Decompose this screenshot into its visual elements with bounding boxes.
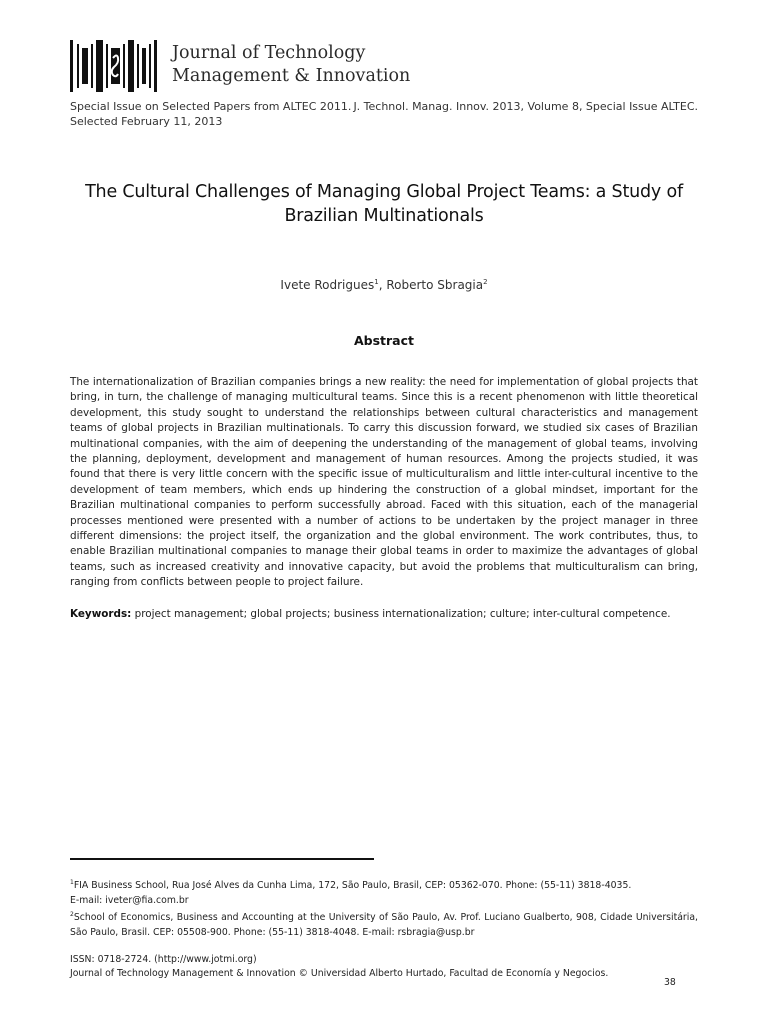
special-issue-note: Special Issue on Selected Papers from ALTEC 2011. bbox=[70, 100, 352, 113]
author-name: Roberto Sbragia bbox=[386, 278, 484, 292]
page-number: 38 bbox=[664, 977, 676, 988]
footnotes bbox=[70, 876, 698, 940]
footnote-mark: 2 bbox=[70, 911, 74, 919]
author-name: Ivete Rodrigues bbox=[280, 278, 375, 292]
footnote-divider bbox=[70, 858, 374, 860]
affiliation-mark: 1 bbox=[374, 278, 379, 286]
article-title bbox=[70, 180, 698, 228]
selected-date: Selected February 11, 2013 bbox=[70, 115, 223, 128]
author-separator: , bbox=[378, 278, 387, 292]
journal-name-line2: Management & Innovation bbox=[172, 66, 411, 86]
footnote-text: School of Economics, Business and Accounting at the University of São Paulo, Av. Prof. Luciano Gualberto, 908, Cidade Universitária, São Paulo, Brasil. CEP: 05508-900. Phone: (55-11) 3818-4048. E-mail: rsbragia@usp.br bbox=[70, 912, 698, 938]
footnote-2 bbox=[70, 908, 698, 940]
journal-name-line1: Journal of Technology bbox=[172, 43, 366, 63]
citation-info: J. Technol. Manag. Innov. 2013, Volume 8, Special Issue ALTEC. bbox=[353, 100, 698, 113]
footnote-mark: 1 bbox=[70, 879, 74, 886]
footnote-text: FIA Business School, Rua José Alves da Cunha Lima, 172, São Paulo, Brasil, CEP: 05362-070. Phone: (55-11) 3818-4035. bbox=[73, 880, 632, 892]
issue-info bbox=[70, 99, 351, 129]
abstract-heading: Abstract bbox=[353, 333, 415, 348]
abstract-body: The internationalization of Brazilian companies brings a new reality: the need for implementation of global projects that bring, in turn, the challenge of managing multicultural teams. Since this is a recent phenomenon with little theoretical development, this study sought to understand the relationships between cultural characteristics and management teams of global projects in Brazilian multinationals. To carry this discussion forward, we studied six cases of Brazilian multinational companies, with the aim of deepening the understanding of the management of global teams, involving the planning, deployment, development and management of human resources. Among the projects studied, it was found that there is very little concern with the specific issue of multiculturalism and little inter-cultural incentive to the development of team members, which ends up hindering the construction of a global mindset, important for the Brazilian multinational companies to perform successfully abroad. Faced with this situation, each of the managerial processes mentioned were presented with a number of actions to be undertaken by the project manager in three different dimensions: the project itself, the organization and the global environment. The work contributes, thus, to enable Brazilian multinational companies to manage their global teams in order to maximize the advantages of global teams, such as increased creativity and innovative capacity, but avoid the problems that multiculturalism can bring, ranging from conflicts between people to project failure. bbox=[70, 376, 698, 589]
affiliation-mark: 2 bbox=[483, 278, 488, 286]
footnote-1 bbox=[70, 876, 698, 894]
keywords bbox=[70, 607, 698, 622]
keywords-list: project management; global projects; business internationalization; culture; inter-cultural competence. bbox=[131, 608, 671, 620]
title-line1: The Cultural Challenges of Managing Global Project Teams: a Study of bbox=[85, 182, 683, 202]
copyright: Journal of Technology Management & Innovation © Universidad Alberto Hurtado, Facultad de Economía y Negocios. bbox=[70, 967, 609, 979]
publication-footer bbox=[70, 953, 608, 980]
keywords-label: Keywords: bbox=[70, 608, 132, 620]
journal-logo-icon bbox=[70, 40, 160, 92]
author-list bbox=[70, 278, 698, 292]
footnote-1-email: E-mail: iveter@fia.com.br bbox=[70, 894, 189, 906]
title-line2: Brazilian Multinationals bbox=[284, 206, 484, 226]
issn: ISSN: 0718-2724. (http://www.jotmi.org) bbox=[70, 954, 257, 965]
journal-name bbox=[172, 42, 410, 88]
